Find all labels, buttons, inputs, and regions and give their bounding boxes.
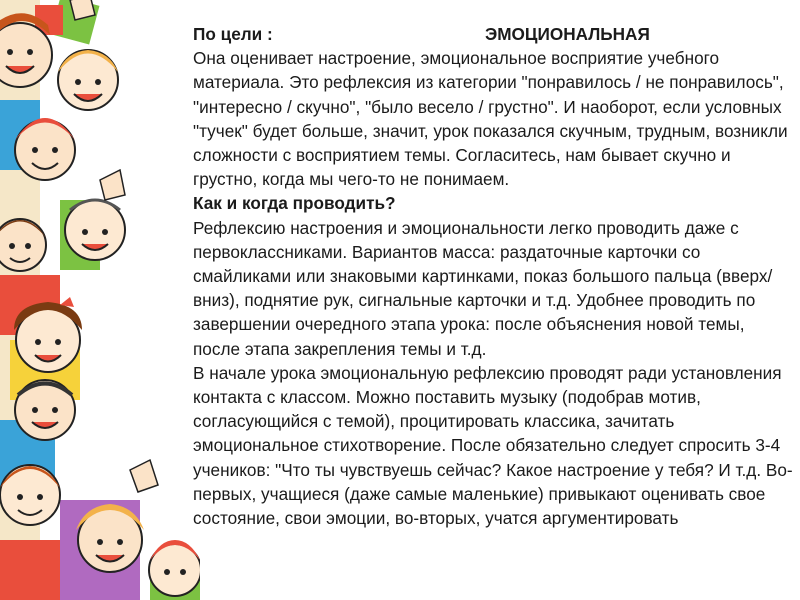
- child-face-4: [65, 200, 125, 260]
- child-face-3: [15, 118, 75, 180]
- child-face-2: [58, 50, 118, 110]
- child-face-8: [0, 465, 60, 525]
- goal-line: [193, 22, 793, 46]
- child-face-7: [15, 380, 75, 440]
- goal-value: ЭМОЦИОНАЛЬНАЯ: [485, 24, 650, 44]
- child-face-10: [149, 540, 200, 596]
- child-face-5: [0, 219, 46, 271]
- paragraph-1: Она оценивает настроение, эмоциональное восприятие учебного материала. Это рефлексия из категории "понравилось / не понравилось", "интересно / скучно", "было весело / грустно". И наоборот, если условных "тучек" будет больше, значит, урок показался скучным, трудным, возникли сложности с восприятием темы. Согласитесь, нам бывает скучно и грустно, когда мы чего-то не понимаем.: [193, 48, 788, 190]
- goal-label: По цели :: [193, 24, 273, 44]
- paragraph-2: Рефлексию настроения и эмоциональности легко проводить даже с первоклассниками. Вариантов масса: раздаточные карточки со смайликами или знаковыми картинками, показ большого пальца (вверх/вниз), поднятие рук, сигнальные карточки и т.д. Удобнее проводить по завершении очередного этапа урока: после объяснения новой темы, после этапа закрепления темы и т.д.: [193, 217, 773, 359]
- section-heading: Как и когда проводить?: [193, 193, 396, 214]
- paragraph-3: В начале урока эмоциональную рефлексию проводят ради установления контакта с классом. Можно поставить музыку (подобрав мотив, согласующийся с темой), процитировать классика, зачитать эмоциональное стихотворение. После обязательно следует спросить 3-4 учеников: "Что ты чувствуешь сейчас? Какое настроение у тебя? И т.д. Во-первых, учащиеся (даже самые маленькие) привыкают оценивать свое состояние, свои эмоции, во-вторых, учатся аргументировать: [193, 362, 793, 529]
- slide-text: [193, 22, 793, 530]
- cartoon-children-border: [0, 0, 200, 600]
- child-face-9: [76, 504, 144, 572]
- child-face-1: [0, 13, 52, 87]
